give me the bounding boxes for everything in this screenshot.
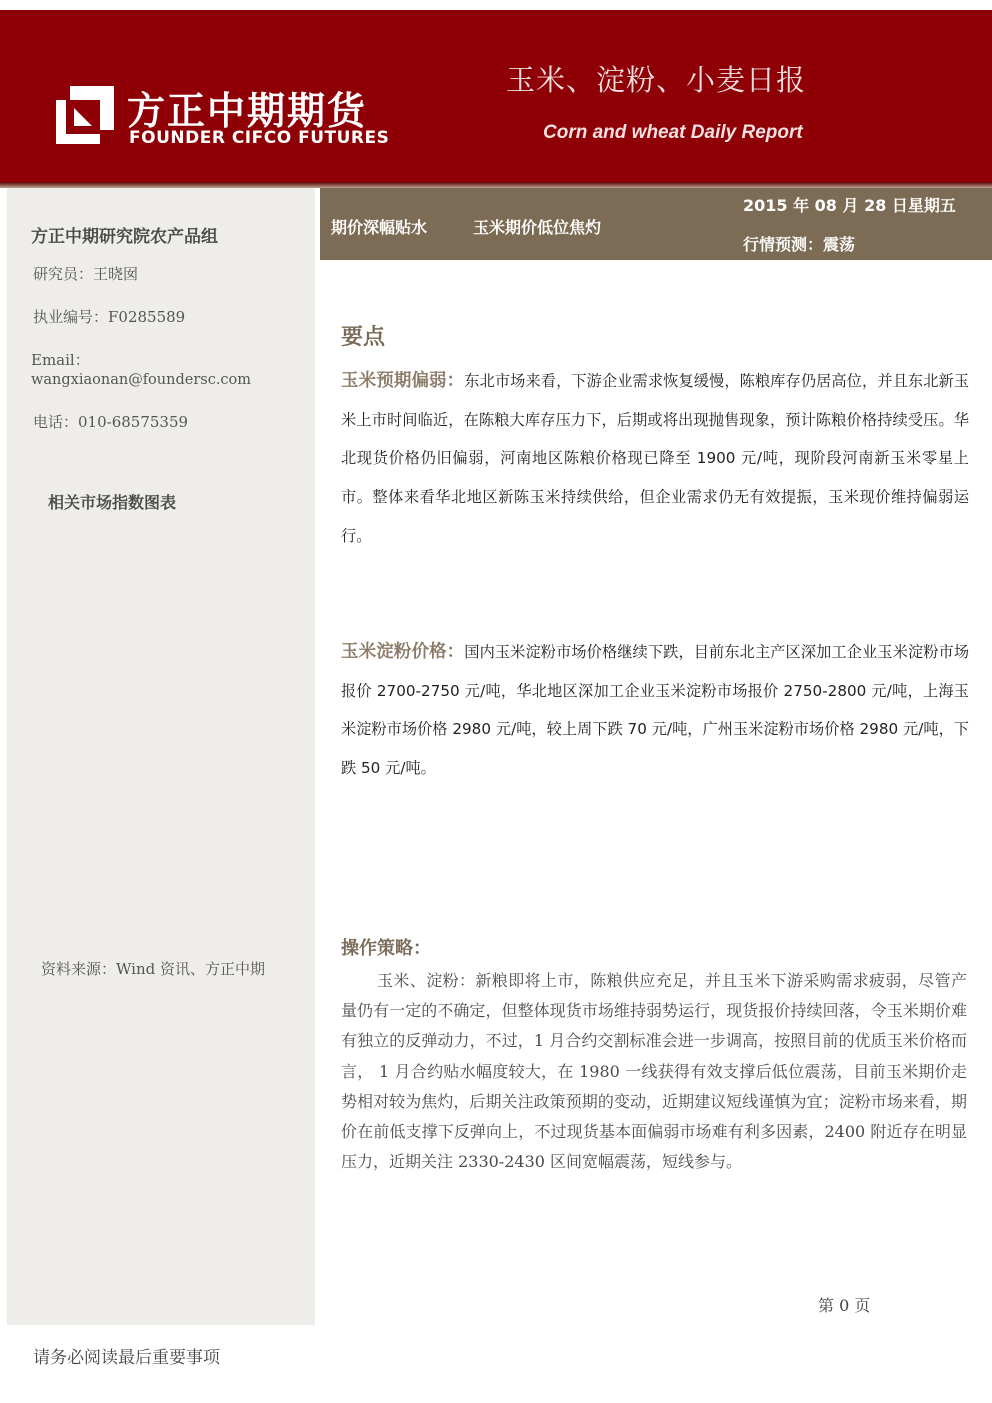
corn-lead: 玉米预期偏弱： (341, 371, 465, 391)
phone-number: 电话：010-68575359 (33, 413, 189, 431)
strategy-paragraph: 玉米、淀粉：新粮即将上市，陈粮供应充足，并且玉米下游采购需求疲弱，尽管产量仍有一定的不确定，但整体现货市场维持弱势运行，现货报价持续回落，令玉米期价难有独立的反弹动力，不过，1 月合约交割标准会进一步调高，按照目前的优质玉米价格而言， 1 月合约贴水幅度较大，在 1980 一线获得有效支撑后低位震荡，目前玉米期价走势相对较为焦灼，后期关注政策预期的变动，近期建议短线谨慎为宜；淀粉市场来看，期价在前低支撑下反弹向上，不过现货基本面偏弱市场难有利多因素，2400 附近存在明显压力，近期关注 2330-2430 区间宽幅震荡，短线参与。 (341, 971, 967, 1172)
forecast-label: 行情预测： (743, 235, 824, 254)
research-org: 方正中期研究院农产品组 (31, 227, 218, 247)
section-title: 要点 (341, 325, 386, 350)
company-logo-text: 方正中期期货 (127, 89, 368, 133)
corn-paragraph (341, 362, 969, 556)
starch-lead: 玉米淀粉价格： (341, 642, 465, 662)
company-logo-english: FOUNDER CIFCO FUTURES (129, 128, 390, 148)
disclaimer-note: 请务必阅读最后重要事项 (33, 1348, 220, 1368)
email-label: Email： (31, 351, 90, 369)
forecast (743, 232, 855, 255)
report-date: 2015 年 08 月 28 日星期五 (743, 196, 956, 215)
data-source: 资料来源：Wind 资讯、方正中期 (41, 960, 265, 978)
page-number: 第 0 页 (818, 1296, 871, 1315)
strategy-title: 操作策略： (341, 938, 431, 959)
email-link[interactable]: wangxiaonan@foundersc.com (31, 372, 252, 388)
report-title-english: Corn and wheat Daily Report (543, 122, 803, 143)
forecast-value: 震荡 (823, 235, 856, 254)
founder-logo-icon (56, 86, 114, 144)
headline-1: 期价深幅贴水 (331, 218, 428, 237)
report-title: 玉米、淀粉、小麦日报 (506, 63, 807, 97)
corn-text: 东北市场来看，下游企业需求恢复缓慢，陈粮库存仍居高位，并且东北新玉米上市时间临近，在陈粮大库存压力下，后期或将出现抛售现象，预计陈粮价格持续受压。华北现货价格仍旧偏弱，河南地区陈粮价格现已降至 1900 元/吨，现阶段河南新玉米零星上市。整体来看华北地区新陈玉米持续供给，但企业需求仍无有效提振，玉米现价维持偏弱运行。 (341, 372, 970, 545)
researcher-name: 研究员：王晓囡 (33, 265, 139, 283)
headline-2: 玉米期价低位焦灼 (473, 218, 602, 237)
starch-paragraph (341, 633, 969, 788)
charts-heading: 相关市场指数图表 (48, 493, 177, 512)
starch-text: 国内玉米淀粉市场价格继续下跌，目前东北主产区深加工企业玉米淀粉市场报价 2700-2750 元/吨，华北地区深加工企业玉米淀粉市场报价 2750-2800 元/吨，上海玉米淀粉市场价格 2980 元/吨，较上周下跌 70 元/吨，广州玉米淀粉市场价格 2980 元/吨，下跌 50 元/吨。 (341, 643, 970, 778)
license-number: 执业编号：F0285589 (33, 308, 186, 326)
